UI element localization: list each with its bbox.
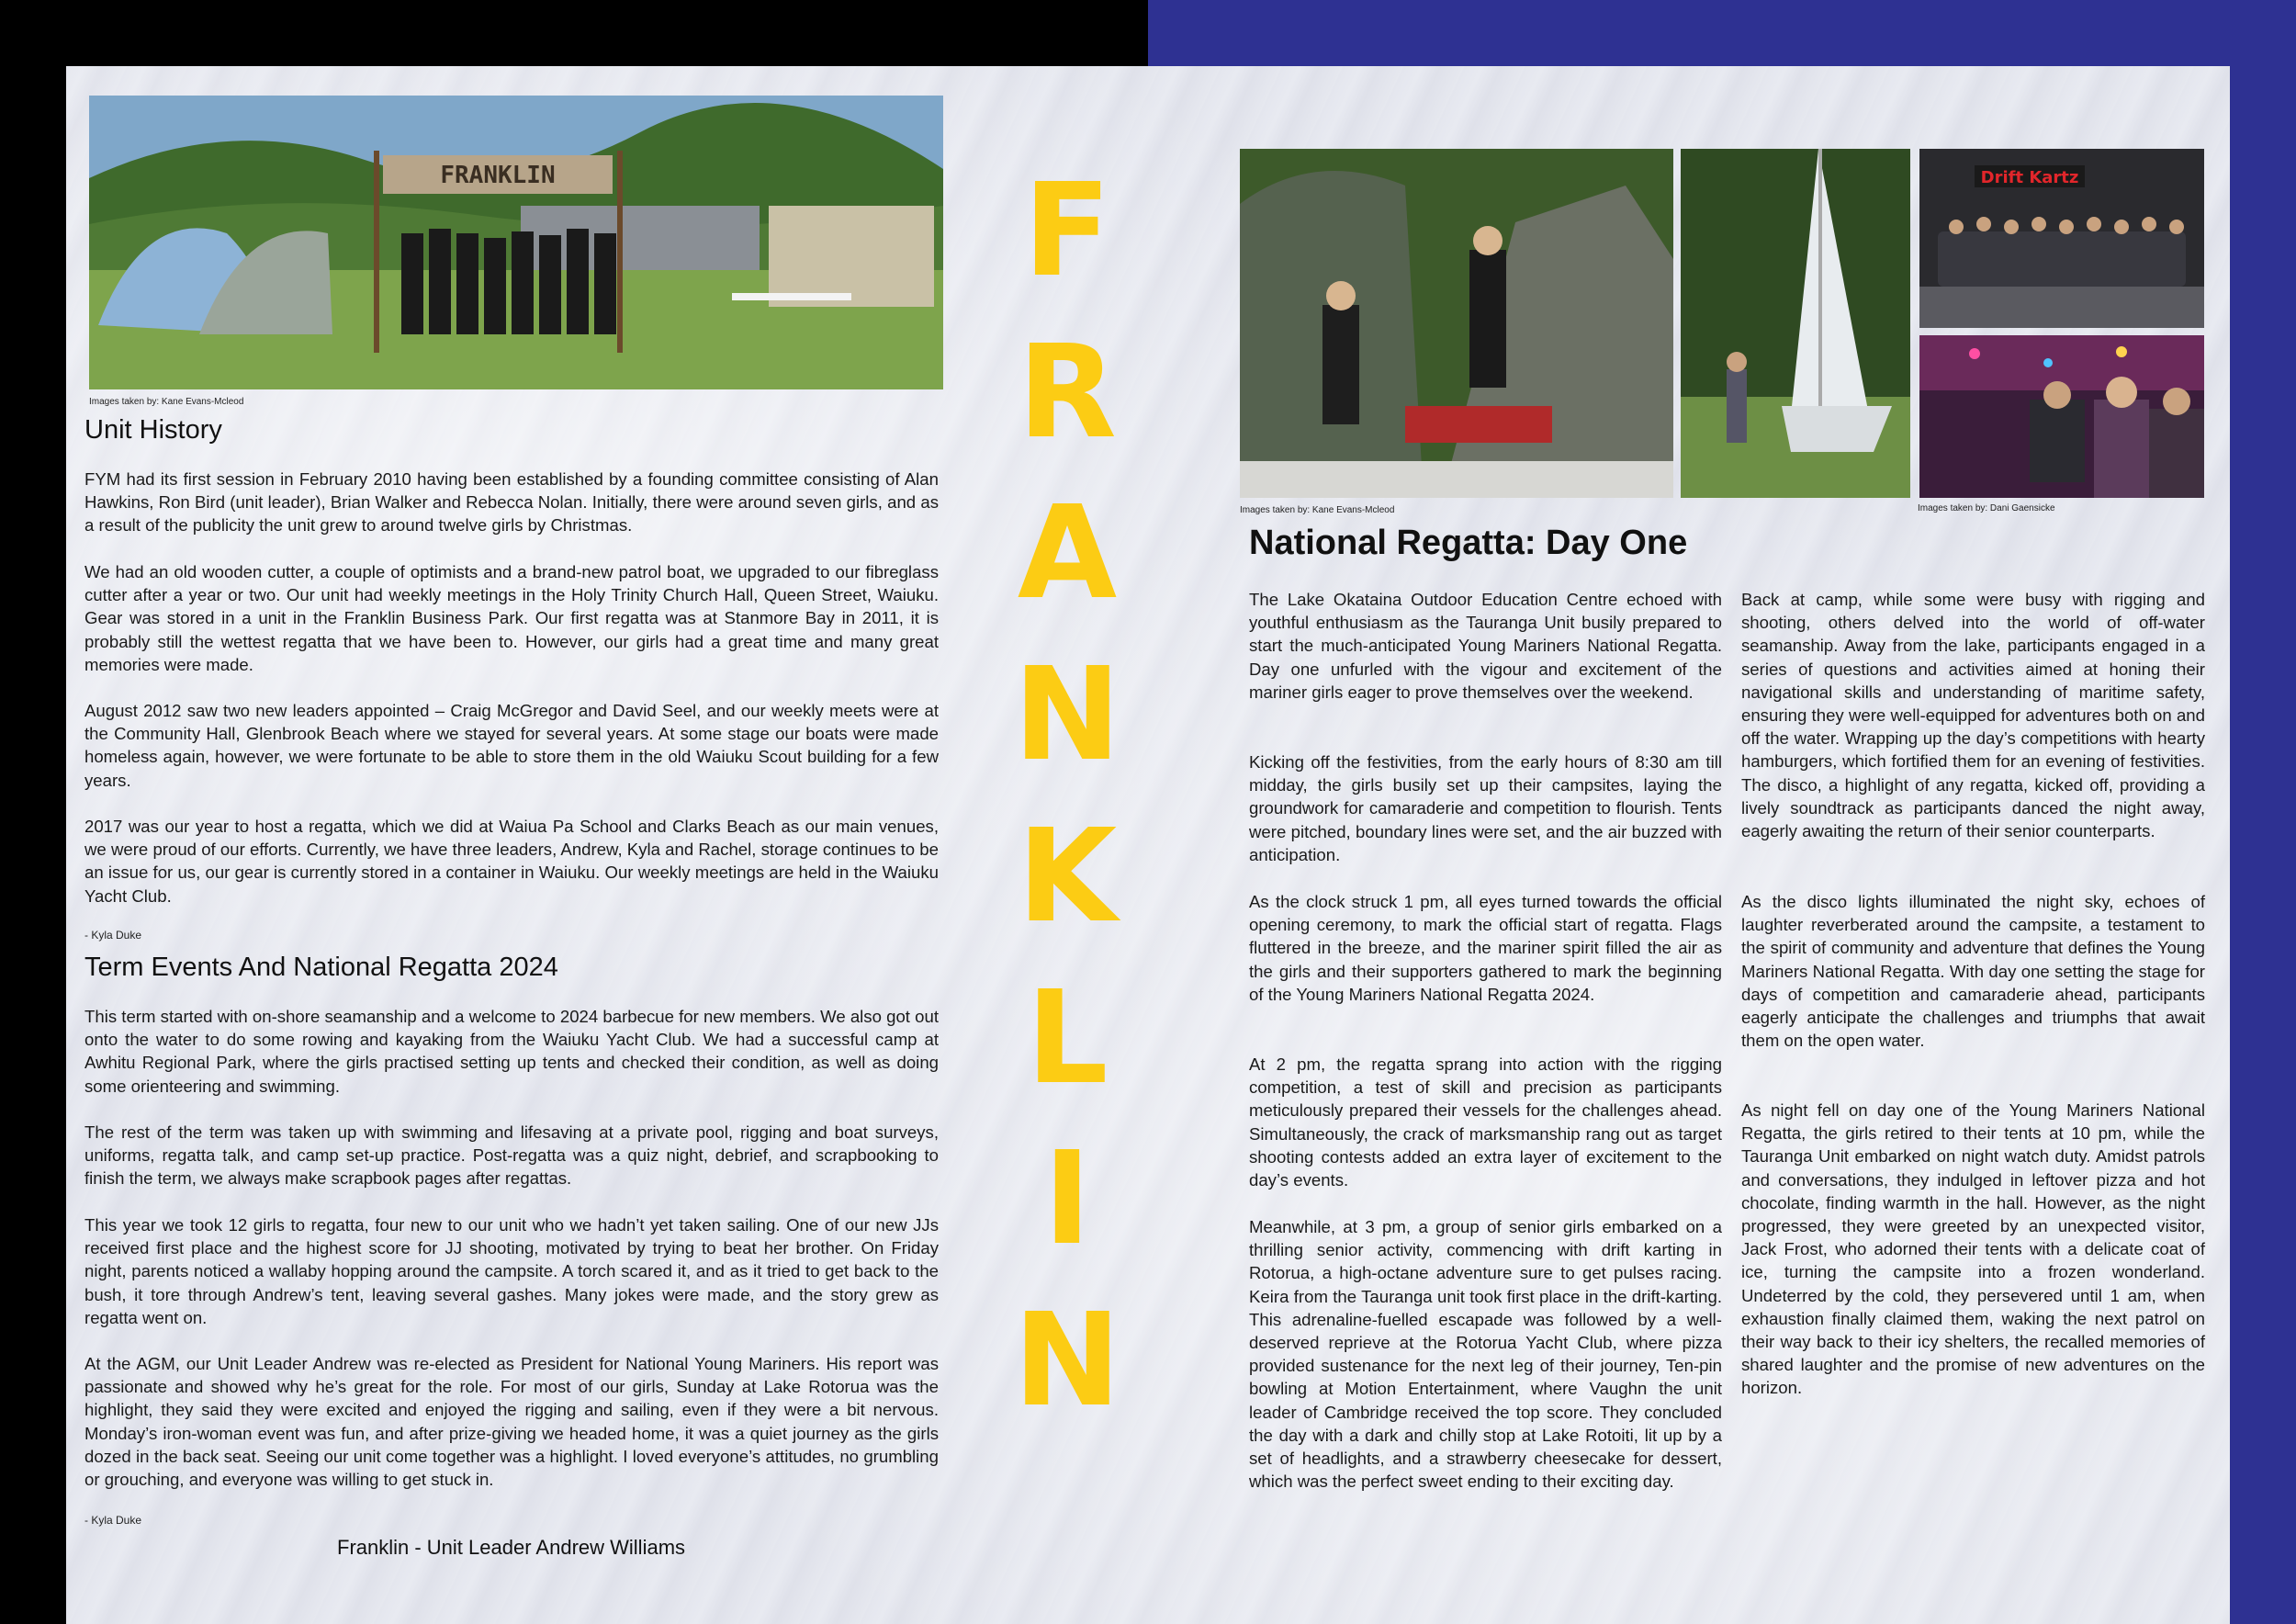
term-events-paragraph: This year we took 12 girls to regatta, four new to our unit who we hadn’t yet taken sailing. One of our new JJs received first place and the highest score for JJ shooting, motivated by trying to beat her brother. On Friday night, parents noticed a wallaby hopping around the campsite. A torch scared it, and as it tried to get back to the bush, it tore through Andrew’s tent, leaving several gashes. Many jokes were made, and the story grew as regatta went on. <box>84 1215 939 1327</box>
tent-photo <box>1240 149 1673 498</box>
title-letter: L <box>1026 963 1109 1113</box>
title-letter: N <box>1013 640 1121 791</box>
regatta-paragraph: As the disco lights illuminated the night sky, echoes of laughter reverberated around the campsite, a testament to the spirit of community and adventure that defines the Young Mariners National Regatta. With day one setting the stage for days of competition and camaraderie ahead, participants eagerly anticipate the challenges and triumphs that await them on the open water. <box>1741 892 2205 1051</box>
photo-credit: Images taken by: Kane Evans-Mcleod <box>89 397 244 407</box>
regatta-paragraph: As the clock struck 1 pm, all eyes turned towards the official opening ceremony, to mark the official start of regatta. Flags fluttered in the breeze, and the mariner spirit filled the air as the girls and their supporters gathered to mark the beginning of the Young Mariners National Regatta 2024. <box>1249 892 1722 1004</box>
signature: - Kyla Duke <box>84 929 142 942</box>
title-letter: A <box>1017 479 1118 629</box>
regatta-paragraph: Back at camp, while some were busy with rigging and shooting, others delved into the world of off-water seamanship. Away from the lake, participants engaged in a series of questions and activities aimed at honing their navigational skills and understanding of maritime safety, ensuring they were well-equipped for adventures both on and off the water. Wrapping up the day’s competitions with hearty hamburgers, which fortified them for an evening of festivities. The disco, a highlight of any regatta, kicked off, providing a lively soundtrack as participants danced the night away, eagerly awaiting the return of their senior counterparts. <box>1741 590 2205 841</box>
regatta-paragraph: As night fell on day one of the Young Mariners National Regatta, the girls retired to their tents at 10 pm, while the Tauranga Unit embarked on night watch duty. Amidst patrols and conversations, they indulged in leftover pizza and hot chocolate, finding warmth in the hall. However, as the night progressed, they were greeted by an unexpected visitor, Jack Frost, who adorned their tents with a delicate coat of ice, turning the campsite into a frozen wonderland. Undeterred by the cold, they persevered until 1 am, when exhaustion finally claimed them, waking the next patrol on their way back to their icy shelters, the recalled memories of shared laughter and the promise of new adventures on the horizon. <box>1741 1100 2205 1398</box>
term-events-paragraph: This term started with on-shore seamanship and a welcome to 2024 barbecue for new members. We also got out onto the water to do some rowing and kayaking from the Waiuku Yacht Club. We had a successful camp at Awhitu Regional Park, where the girls practised setting up tents and checked their condition, as well as doing some orienteering and swimming. <box>84 1007 939 1096</box>
title-letter: I <box>1042 1124 1092 1275</box>
title-letter: R <box>1018 317 1117 468</box>
unit-leader-footer: Franklin - Unit Leader Andrew Williams <box>337 1536 686 1559</box>
drift-kartz-group-photo <box>1919 149 2204 328</box>
banner-text: FRANKLIN <box>440 162 556 189</box>
photo-credit: Images taken by: Kane Evans-Mcleod <box>1240 505 1395 515</box>
term-events-heading: Term Events And National Regatta 2024 <box>84 953 558 982</box>
regatta-heading: National Regatta: Day One <box>1249 524 1688 562</box>
magazine-spread <box>66 66 2230 1624</box>
title-letter: F <box>1023 156 1111 306</box>
camp-group-photo <box>89 96 943 389</box>
left-black-strip <box>0 66 66 1624</box>
term-events-paragraph: At the AGM, our Unit Leader Andrew was re-elected as President for National Young Mariners. His report was passionate and showed why he’s great for the role. For most of our girls, Sunday at Lake Rotorua was the highlight, they said they were excited and enjoyed the rigging and sailing, even if they were a bit nervous. Monday’s iron-woman event was fun, and after prize-giving we headed home, it was a quiet journey as the girls dozed in the back seat. Seeing our unit come together was a highlight. I loved everyone’s attitudes, no grumbling or grouching, and everyone was willing to get stuck in. <box>84 1354 939 1490</box>
regatta-paragraph: Meanwhile, at 3 pm, a group of senior girls embarked on a thrilling senior activity, commencing with drift karting in Rotorua, a high-octane adventure sure to get pulses racing. Keira from the Tauranga unit took first place in the drift-karting. This adrenaline-fuelled escapade was followed by a well-deserved reprieve at the Rotorua Yacht Club, where pizza provided sustenance for the next leg of their journey, Ten-pin bowling at Motion Entertainment, where Vaughn the unit leader of Cambridge received the top score. They concluded the day with a dark and chilly stop at Lake Rotoiti, lit up by a set of headlights, and a strawberry cheesecake for dessert, which was the perfect sweet ending to their exciting day. <box>1249 1217 1722 1492</box>
bowling-photo <box>1919 335 2204 498</box>
top-black-band <box>0 0 1148 66</box>
unit-history-heading: Unit History <box>84 415 222 445</box>
regatta-paragraph: The Lake Okataina Outdoor Education Centre echoed with youthful enthusiasm as the Tauranga Unit busily prepared to start the much-anticipated Young Mariners National Regatta. Day one unfurled with the vigour and excitement of the mariner girls eager to prove themselves over the weekend. <box>1249 590 1722 702</box>
title-letter: N <box>1013 1285 1121 1436</box>
regatta-paragraph: At 2 pm, the regatta sprang into action with the rigging competition, a test of skill and precision as participants meticulously prepared their vessels for the challenges ahead. Simultaneously, the crack of marksmanship rang out as target shooting contests added an extra layer of excitement to the day’s events. <box>1249 1054 1722 1190</box>
unit-history-paragraph: We had an old wooden cutter, a couple of optimists and a brand-new patrol boat, we upgraded to our fibreglass cutter after a year or two. Our unit had weekly meetings in the Holy Trinity Church Hall, Queen Street, Waiuku. Gear was stored in a unit in the Franklin Business Park. Our first regatta was at Stanmore Bay in 2011, it is probably still the wettest regatta that we have been to. However, our girls had a great time and many great memories were made. <box>84 562 939 674</box>
unit-history-paragraph: FYM had its first session in February 2010 having been established by a founding committee consisting of Alan Hawkins, Ron Bird (unit leader), Brian Walker and Rebecca Nolan. Initially, there were around seven girls, and as a result of the publicity the unit grew to around twelve girls by Christmas. <box>84 469 939 536</box>
unit-history-paragraph: August 2012 saw two new leaders appointed – Craig McGregor and David Seel, and our weekly meets were at the Community Hall, Glenbrook Beach where we stayed for several years. At some stage our boats were made homeless again, however, we were fortunate to be able to store them in the old Waiuku Scout building for a few years. <box>84 701 939 790</box>
drift-kartz-sign: Drift Kartz <box>1980 168 2079 187</box>
unit-history-paragraph: 2017 was our year to host a regatta, which we did at Waiua Pa School and Clarks Beach as our main venues, we were proud of our efforts. Currently, we have three leaders, Andrew, Kyla and Rachel, storage continues to be an issue for us, our gear is currently stored in a container in Waiuku. Our weekly meetings are held in the Waiuku Yacht Club. <box>84 817 939 906</box>
sailboat-photo <box>1681 149 1910 498</box>
vertical-title <box>1012 156 1122 1436</box>
photo-credit: Images taken by: Dani Gaensicke <box>1918 503 2055 513</box>
signature: - Kyla Duke <box>84 1514 142 1527</box>
regatta-paragraph: Kicking off the festivities, from the early hours of 8:30 am till midday, the girls busily set up their campsites, laying the groundwork for camaraderie and competition to flourish. Tents were pitched, boundary lines were set, and the air buzzed with anticipation. <box>1249 752 1722 864</box>
title-letter: K <box>1017 801 1118 952</box>
term-events-paragraph: The rest of the term was taken up with swimming and lifesaving at a private pool, rigging and boat surveys, uniforms, regatta talk, and camp set-up practice. Post-regatta was a quiz night, debrief, and scrapbooking to finish the term, we always make scrapbook pages after regattas. <box>84 1122 939 1189</box>
